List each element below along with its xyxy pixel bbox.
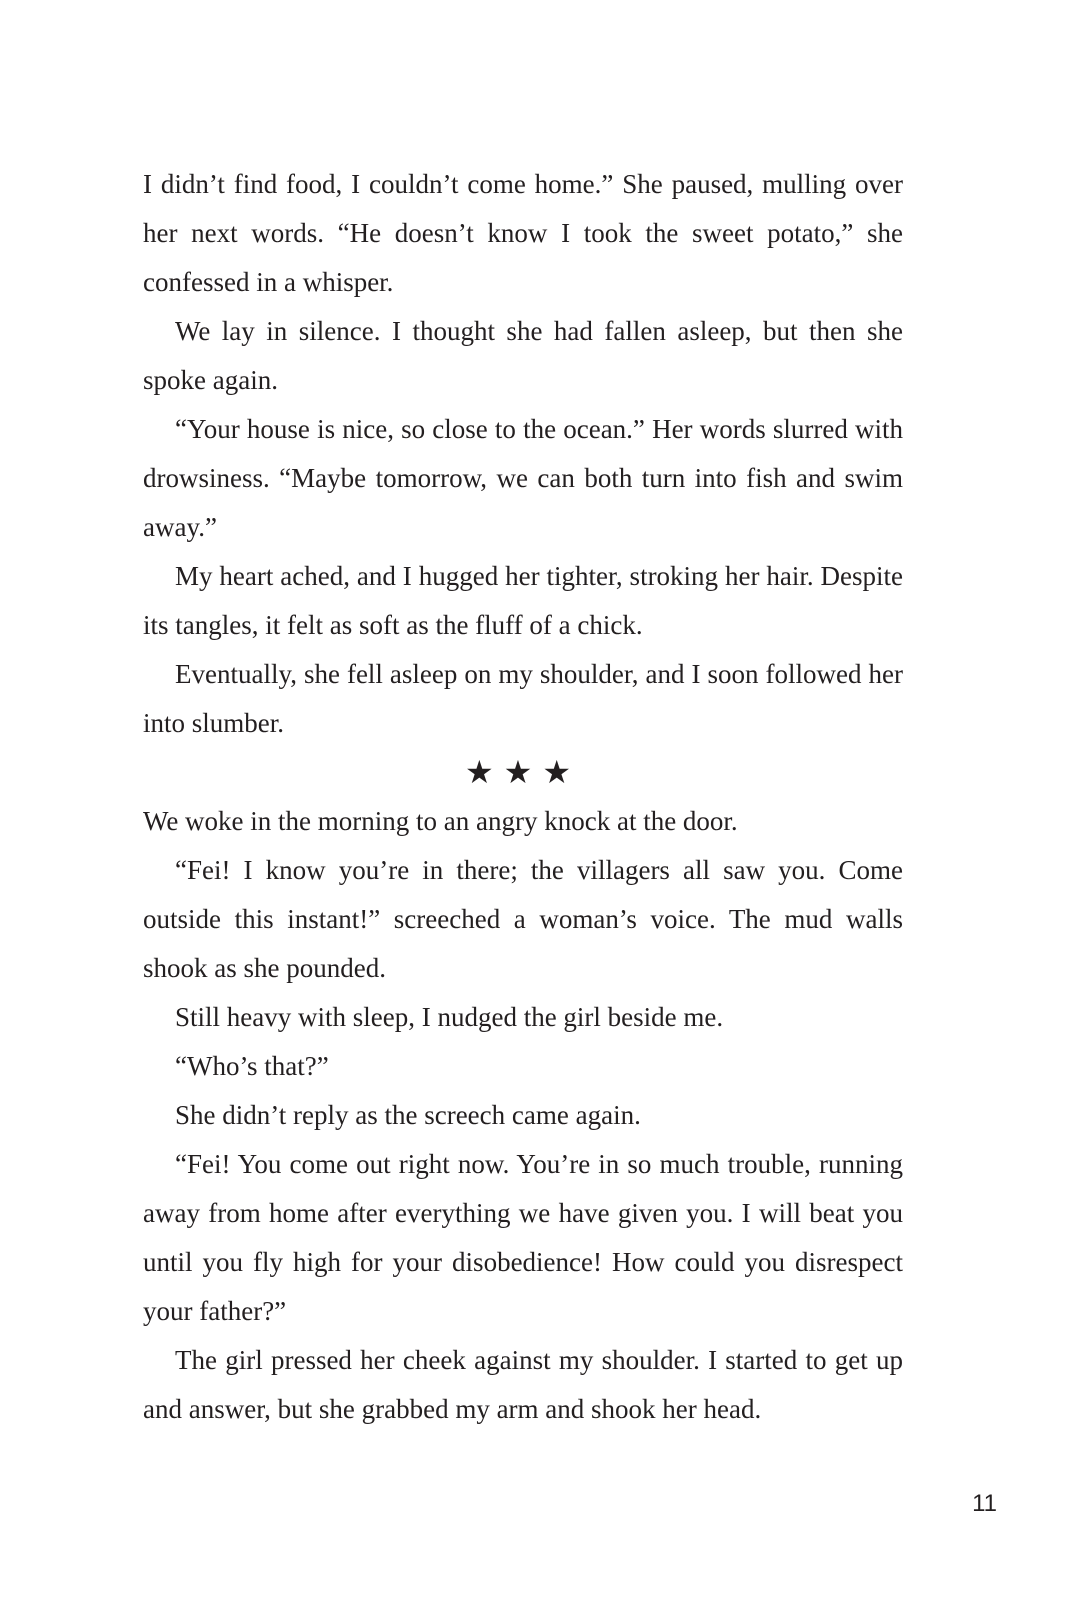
paragraph: We woke in the morning to an angry knock at the door. — [143, 806, 738, 836]
page-body — [143, 160, 903, 1434]
paragraph: Eventually, she fell asleep on my shoulder, and I soon followed her into slumber. — [143, 659, 903, 738]
paragraph: “Who’s that?” — [175, 1051, 329, 1081]
paragraph: I didn’t find food, I couldn’t come home.” She paused, mulling over her next words. “He doesn’t know I took the sweet potato,” she confessed in a whisper. — [143, 169, 903, 297]
paragraph: The girl pressed her cheek against my shoulder. I started to get up and answer, but she grabbed my arm and shook her head. — [143, 1345, 903, 1424]
paragraph: “Your house is nice, so close to the ocean.” Her words slurred with drowsiness. “Maybe tomorrow, we can both turn into fish and swim away.” — [143, 414, 903, 542]
section-break: ★★★ — [464, 753, 582, 791]
paragraph: Still heavy with sleep, I nudged the girl beside me. — [175, 1002, 724, 1032]
paragraph: “Fei! I know you’re in there; the villagers all saw you. Come outside this instant!” screeched a woman’s voice. The mud walls shook as she pounded. — [143, 855, 903, 983]
page-number: 11 — [972, 1490, 997, 1517]
paragraph: My heart ached, and I hugged her tighter, stroking her hair. Despite its tangles, it felt as soft as the fluff of a chick. — [143, 561, 903, 640]
paragraph: “Fei! You come out right now. You’re in so much trouble, running away from home after everything we have given you. I will beat you until you fly high for your disobedience! How could you disrespect your father?” — [143, 1149, 903, 1326]
paragraph: We lay in silence. I thought she had fallen asleep, but then she spoke again. — [143, 316, 903, 395]
paragraph: She didn’t reply as the screech came again. — [175, 1100, 641, 1130]
